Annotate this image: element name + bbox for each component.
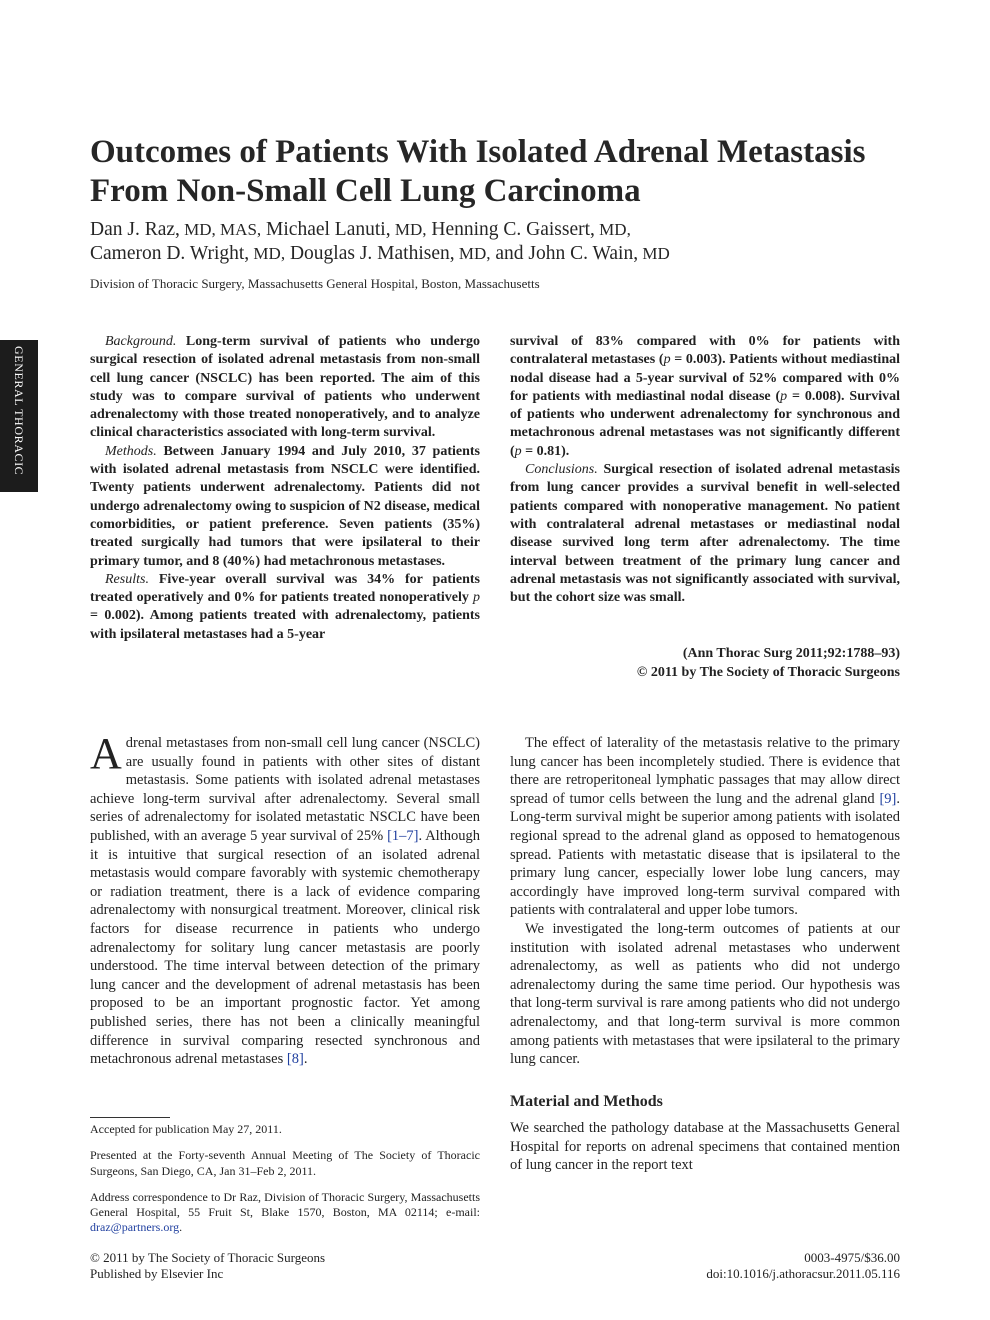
author-name: Michael Lanuti, <box>261 219 391 240</box>
methods-paragraph: We searched the pathology database at the Massachusetts General Hospital for reports on adrenal specimens that contained mention of lung cancer in the report text <box>510 1120 900 1174</box>
footer-issn: 0003-4975/$36.00 <box>804 1250 900 1265</box>
abstract-text: = 0.002). Among patients treated with adrenalectomy, patients with ipsilateral metastases had a 5-year <box>90 608 480 642</box>
section-heading: Material and Methods <box>510 1092 663 1110</box>
body-text: The effect of laterality of the metastasis relative to the primary lung cancer has been incompletely studied. There is evidence that there are retroperitoneal lymphatic passages that may allow direct spread of tumor cells between the lung and the adrenal gland <box>510 735 900 807</box>
abstract-text: = 0.008). Survival of patients who underwent adrenalectomy for synchronous and metachronous adrenal metastases was not significantly different ( <box>510 388 900 459</box>
abstract-text: = 0.81). <box>521 443 570 459</box>
abstract-heading: Conclusions. <box>525 462 598 478</box>
abstract-text: Between January 1994 and July 2010, 37 patients with isolated adrenal metastasis from NSCLC were identified. Twenty patients underwent adrenalectomy. Patients did not undergo adrenalectomy owing to suspicion of N2 disease, medical comorbidities, or patient preference. Seven patients (35%) treated surgically had tumors that were ipsilateral to their primary tumor, and 8 (40%) had metachronous metastases. <box>90 443 480 569</box>
abstract-conclusions <box>510 461 900 607</box>
p-value-symbol: p <box>473 590 480 606</box>
reference-link[interactable]: [1–7] <box>387 827 419 844</box>
abstract-background <box>90 333 480 443</box>
abstract-text: Five-year overall survival was 34% for patients treated operatively and 0% for patients treated nonoperatively <box>90 571 480 606</box>
footnote-address <box>90 1190 480 1236</box>
author-name: Douglas J. Mathisen, <box>285 243 455 264</box>
abstract-left-column <box>90 333 480 644</box>
abstract-results-continued <box>510 333 900 461</box>
reference-link[interactable]: [8] <box>286 1051 304 1068</box>
email-link[interactable]: draz@partners.org <box>90 1220 180 1235</box>
footnote-text: . <box>179 1220 183 1235</box>
body-text: . <box>303 1051 308 1068</box>
footer-right <box>500 1250 900 1282</box>
author-name: Cameron D. Wright, <box>90 243 250 264</box>
side-tab-label: GENERAL THORACIC <box>12 346 26 476</box>
hypothesis-paragraph: We investigated the long-term outcomes of patients at our institution with isolated adrenal metastases who underwent adrenalectomy, as well as patients who did not undergo adrenalectomy during the same time period. Our hypothesis was that long-term survival is rare among patients who did not undergo adrenalectomy, and that long-term survival is more common among patients with metastases that were ipsilateral to the primary lung cancer. <box>510 920 900 1068</box>
citation-line: (Ann Thorac Surg 2011;92:1788–93) <box>682 646 900 661</box>
author-degree: MD, <box>594 220 631 239</box>
abstract-heading: Background. <box>105 334 177 349</box>
section-side-tab <box>0 340 38 492</box>
abstract-text: = 0.003). Patients without mediastinal nodal disease had a 5-year survival of 52% compared with 0% for patients with mediastinal nodal disease ( <box>510 352 900 404</box>
author-degree: MD, MAS, <box>179 220 262 239</box>
laterality-paragraph <box>510 734 900 920</box>
footer-doi: doi:10.1016/j.athoracsur.2011.05.116 <box>706 1266 900 1281</box>
author-name: Dan J. Raz, <box>90 219 180 240</box>
footnote-presented: Presented at the Forty-seventh Annual Meeting of The Society of Thoracic Surgeons, San Diego, CA, Jan 31–Feb 2, 2011. <box>90 1148 480 1178</box>
footnote-accepted: Accepted for publication May 27, 2011. <box>90 1122 282 1136</box>
affiliation: Division of Thoracic Surgery, Massachusetts General Hospital, Boston, Massachusetts <box>90 276 540 291</box>
body-text: drenal metastases from non-small cell lung cancer (NSCLC) are usually found in patients with other sites of distant metastasis. Some patients with isolated adrenal metastases achieve long-term survival after adrenalectomy. Several small series of adrenalectomy for isolated metastatic NSCLC have been published, with an average 5 year survival of 25% <box>90 735 480 844</box>
footnote-divider <box>90 1117 170 1118</box>
footer-publisher: Published by Elsevier Inc <box>90 1266 224 1281</box>
p-value-symbol: p <box>663 352 671 368</box>
body-left-column <box>90 729 480 1069</box>
abstract-right-column <box>510 333 900 607</box>
p-value-symbol: p <box>514 443 522 459</box>
abstract-text: survival of 83% compared with 0% for patients with contralateral metastases ( <box>510 334 900 368</box>
article-title: Outcomes of Patients With Isolated Adrenal Metastasis From Non-Small Cell Lung Carcinoma <box>90 134 866 209</box>
p-value-symbol: p <box>780 388 788 404</box>
author-name: Henning C. Gaissert, <box>426 219 595 240</box>
body-text: . Although it is intuitive that surgical resection of an isolated adrenal metastasis would compare favorably with systemic chemotherapy or radiation treatment, there is a lack of evidence comparing adrenalectomy with nonsurgical treatment. Moreover, clinical risk factors for disease recurrence in patients who undergo adrenalectomy for solitary lung cancer metastasis are poorly understood. The time interval between detection of the primary lung cancer and the development of adrenal metastasis has been proposed to be an important prognostic factor. Yet among published series, there has not been a clinically meaningful difference in survival comparing resected synchronous and metachronous adrenal metastases <box>90 827 480 1068</box>
body-right-column <box>510 734 900 1175</box>
copyright-line: © 2011 by The Society of Thoracic Surgeons <box>636 664 900 680</box>
footnote-text: Address correspondence to Dr Raz, Division of Thoracic Surgery, Massachusetts General Hospital, 55 Fruit St, Blake 1570, Boston, MA 02114; e-mail: <box>90 1189 480 1220</box>
abstract-text: Surgical resection of isolated adrenal metastasis from lung cancer provides a survival benefit in well-selected patients compared with nonoperative management. No patient with contralateral adrenal metastases or mediastinal nodal disease survived long term after adrenalectomy. The time interval between treatment of the primary lung cancer and adrenal metastasis was not significantly associated with survival, but the cohort size was small. <box>510 462 900 606</box>
abstract-heading: Results. <box>105 571 149 587</box>
abstract-results <box>90 571 480 644</box>
footer-copyright: © 2011 by The Society of Thoracic Surgeons <box>90 1250 326 1265</box>
abstract-methods <box>90 443 480 571</box>
author-list <box>90 218 910 266</box>
author-degree: MD, <box>390 220 427 239</box>
footer-left <box>90 1250 490 1282</box>
drop-cap: A <box>90 729 122 778</box>
author-degree: MD, <box>454 244 491 263</box>
abstract-text: Long-term survival of patients who undergo surgical resection of isolated adrenal metastasis from non-small cell lung cancer (NSCLC) has been reported. The aim of this study was to compare survival of patients who underwent adrenalectomy with those treated nonoperatively, and to analyze clinical characteristics associated with long-term survival. <box>90 334 480 441</box>
body-text: . Long-term survival might be superior among patients with isolated regional spread to the adrenal gland as opposed to hematogenous spread. Patients with metastatic disease that is ipsilateral to the primary lung cancer, especially lower lobe lung cancers, may accordingly have improved long-term survival compared with patients with contralateral and upper lobe tumors. <box>510 790 900 919</box>
journal-citation <box>510 645 900 682</box>
abstract-heading: Methods. <box>105 443 157 459</box>
footnotes <box>90 1122 480 1247</box>
author-degree: MD <box>638 244 670 263</box>
reference-link[interactable]: [9] <box>879 790 897 807</box>
author-name: and John C. Wain, <box>490 243 639 264</box>
author-degree: MD, <box>249 244 286 263</box>
intro-paragraph <box>90 729 480 1069</box>
